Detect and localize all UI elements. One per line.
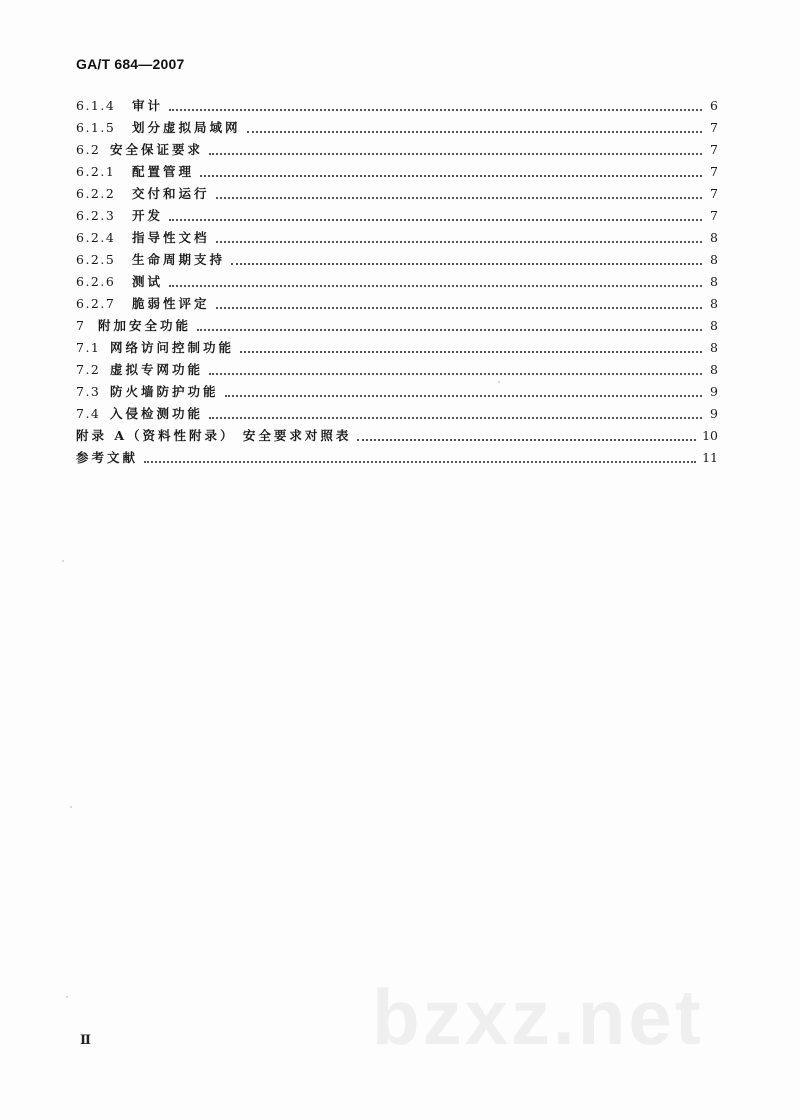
toc-entry-page: 6 — [710, 98, 718, 113]
toc-entry[interactable] — [76, 95, 718, 117]
toc-entry[interactable] — [76, 117, 718, 139]
toc-entry-title: 指导性文档 — [132, 230, 210, 245]
toc-entry-page: 8 — [710, 318, 718, 333]
toc-entry-number: 7.4 — [76, 406, 101, 421]
toc-entry-title: 参考文献 — [76, 450, 139, 465]
toc-entry-page: 7 — [710, 142, 718, 157]
toc-entry[interactable] — [76, 271, 718, 293]
scan-speck — [498, 381, 500, 383]
toc-entry-number: 6.1.4 — [76, 98, 116, 113]
toc-entry-page: 7 — [710, 164, 718, 179]
toc-entry-title: 虚拟专网功能 — [110, 362, 204, 377]
leader-dots — [216, 306, 702, 309]
toc-entry[interactable] — [76, 337, 718, 359]
toc-entry-number: 7.1 — [76, 340, 101, 355]
page-number: Ⅱ — [80, 1032, 91, 1047]
toc-entry[interactable] — [76, 161, 718, 183]
toc-entry-page: 7 — [710, 120, 718, 135]
toc-entry[interactable] — [76, 447, 718, 469]
toc-entry-page: 8 — [710, 252, 718, 267]
toc-entry-title: 附加安全功能 — [98, 318, 192, 333]
leader-dots — [169, 284, 702, 287]
toc-entry-title: 测试 — [132, 274, 164, 289]
toc-entry[interactable] — [76, 315, 718, 337]
toc-entry-number: 6.2.3 — [76, 208, 116, 223]
toc-entry-page: 8 — [710, 340, 718, 355]
toc-entry-number: 6.2.6 — [76, 274, 116, 289]
toc-entry-number: 6.2.5 — [76, 252, 116, 267]
leader-dots — [197, 328, 702, 331]
leader-dots — [144, 460, 696, 463]
toc-entry[interactable] — [76, 293, 718, 315]
toc-entry[interactable] — [76, 249, 718, 271]
leader-dots — [240, 350, 702, 353]
toc-entry-page: 8 — [710, 230, 718, 245]
toc-entry-title: 配置管理 — [132, 164, 195, 179]
leader-dots — [169, 218, 702, 221]
leader-dots — [200, 174, 702, 177]
toc-entry-title: 安全保证要求 — [110, 142, 204, 157]
toc-entry-title: 审计 — [132, 98, 164, 113]
toc-entry[interactable] — [76, 227, 718, 249]
toc-entry-page: 8 — [710, 296, 718, 311]
toc-entry-title: 开发 — [132, 208, 164, 223]
toc-entry[interactable] — [76, 183, 718, 205]
leader-dots — [209, 152, 702, 155]
watermark: bzxz.net — [372, 973, 704, 1061]
toc-entry-page: 7 — [710, 186, 718, 201]
toc-entry-number: 7 — [76, 318, 86, 333]
leader-dots — [209, 416, 702, 419]
toc-entry-title: 附录 A（资料性附录） 安全要求对照表 — [76, 428, 352, 443]
document-header: GA/T 684—2007 — [76, 56, 185, 72]
toc-entry[interactable] — [76, 425, 718, 447]
toc-entry-title: 入侵检测功能 — [110, 406, 204, 421]
scan-speck — [66, 996, 68, 998]
leader-dots — [225, 394, 702, 397]
leader-dots — [357, 438, 696, 441]
toc-entry-title: 脆弱性评定 — [132, 296, 210, 311]
scan-speck — [62, 560, 64, 562]
toc-entry-number: 6.2.2 — [76, 186, 116, 201]
toc-entry[interactable] — [76, 403, 718, 425]
toc-entry-number: 7.3 — [76, 384, 101, 399]
toc-entry[interactable] — [76, 359, 718, 381]
scan-speck — [70, 806, 72, 808]
toc-entry-number: 6.2.4 — [76, 230, 116, 245]
table-of-contents — [76, 95, 718, 469]
toc-entry-number: 6.2 — [76, 142, 101, 157]
toc-entry[interactable] — [76, 139, 718, 161]
toc-entry-page: 10 — [702, 428, 718, 443]
leader-dots — [209, 372, 702, 375]
toc-entry-number: 6.1.5 — [76, 120, 116, 135]
toc-entry-page: 7 — [710, 208, 718, 223]
toc-entry-title: 划分虚拟局域网 — [132, 120, 241, 135]
toc-entry-number: 7.2 — [76, 362, 101, 377]
toc-entry-title: 交付和运行 — [132, 186, 210, 201]
leader-dots — [231, 262, 702, 265]
toc-entry-title: 防火墙防护功能 — [110, 384, 219, 399]
toc-entry-page: 8 — [710, 362, 718, 377]
leader-dots — [169, 108, 702, 111]
toc-entry-page: 11 — [702, 450, 718, 465]
toc-entry-number: 6.2.7 — [76, 296, 116, 311]
toc-entry-title: 网络访问控制功能 — [110, 340, 235, 355]
toc-entry-title: 生命周期支持 — [132, 252, 226, 267]
leader-dots — [247, 130, 702, 133]
toc-entry[interactable] — [76, 205, 718, 227]
toc-entry-number: 6.2.1 — [76, 164, 116, 179]
toc-entry[interactable] — [76, 381, 718, 403]
leader-dots — [216, 196, 702, 199]
leader-dots — [216, 240, 702, 243]
toc-entry-page: 8 — [710, 274, 718, 289]
toc-entry-page: 9 — [710, 406, 718, 421]
toc-entry-page: 9 — [710, 384, 718, 399]
